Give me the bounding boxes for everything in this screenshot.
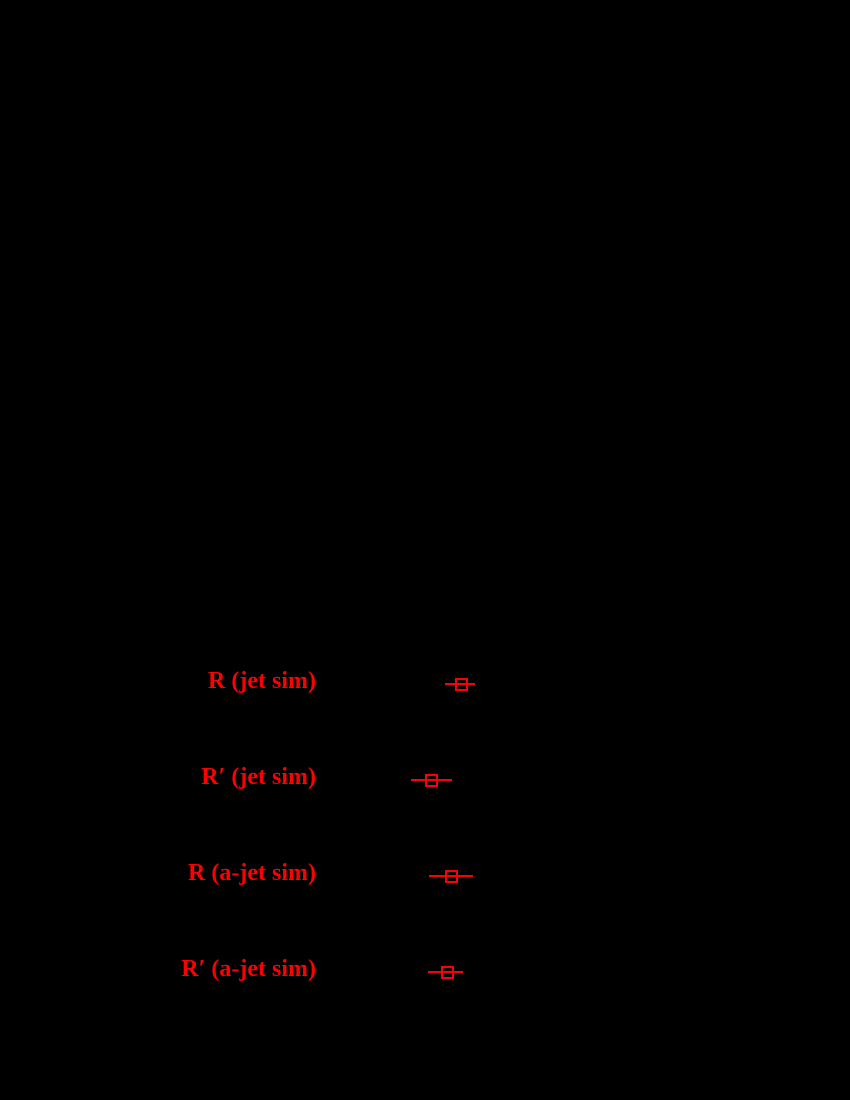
series-label-r-ajet-sim: R (a-jet sim): [188, 860, 316, 886]
data-marker-r-jet-sim: [0, 668, 850, 694]
data-marker-r-ajet-sim: [0, 860, 850, 886]
row-rprime-ajet-sim: [0, 956, 850, 982]
open-square-icon: [445, 870, 458, 883]
row-rprime-jet-sim: [0, 764, 850, 790]
series-label-r-jet-sim: R (jet sim): [208, 668, 316, 694]
data-marker-rprime-ajet-sim: [0, 956, 850, 982]
open-square-icon: [455, 678, 468, 691]
row-r-jet-sim: [0, 668, 850, 694]
series-label-rprime-jet-sim: R′ (jet sim): [201, 764, 316, 790]
data-marker-rprime-jet-sim: [0, 764, 850, 790]
open-square-icon: [425, 774, 438, 787]
row-r-ajet-sim: [0, 860, 850, 886]
open-square-icon: [441, 966, 454, 979]
series-label-rprime-ajet-sim: R′ (a-jet sim): [181, 956, 316, 982]
